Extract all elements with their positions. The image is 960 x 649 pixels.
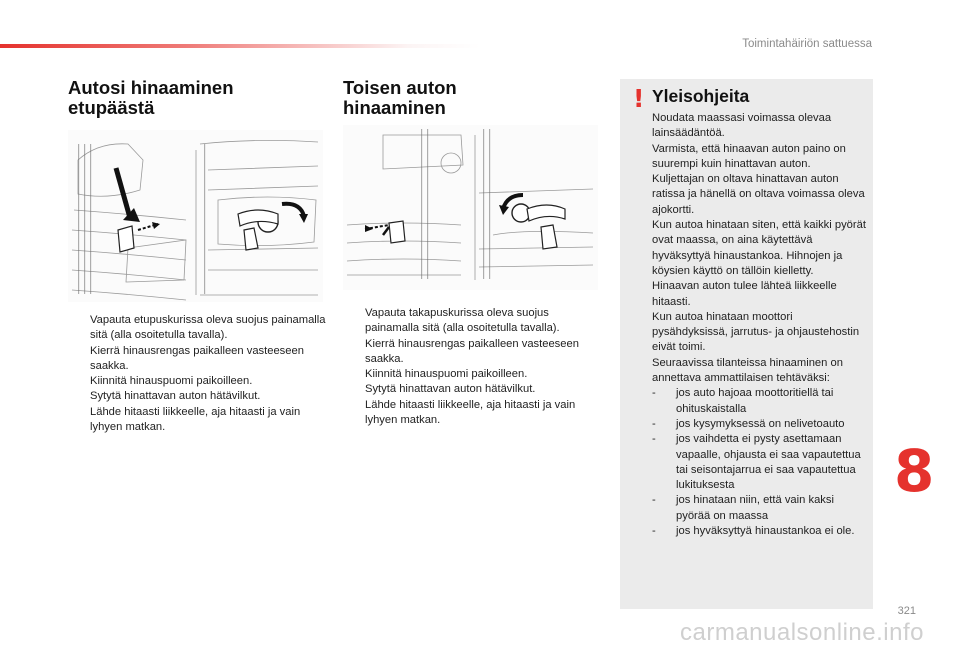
front-towing-title-line1: Autosi hinaaminen [68, 77, 234, 98]
dash-marker: - [652, 387, 656, 400]
towing-another-car-title [343, 78, 457, 118]
general-advice-title: Yleisohjeita [652, 86, 750, 106]
watermark-text: carmanualsonline.info [680, 619, 924, 646]
towing-another-car-title-line1: Toisen auton [343, 77, 457, 98]
towing-another-car-steps [343, 306, 605, 428]
list-item: Sytytä hinattavan auton hätävilkut. [365, 383, 536, 396]
front-towing-illustration [68, 130, 323, 302]
dash-marker: - [652, 433, 656, 446]
front-towing-steps [68, 313, 326, 435]
list-item: Kiinnitä hinauspuomi paikoilleen. [365, 368, 528, 381]
dash-marker: - [652, 494, 656, 507]
list-item: - jos auto hajoaa moottoritiellä tai ohituskaistalla [652, 387, 834, 415]
chapter-number: 8 [894, 437, 935, 505]
advice-paragraph: Noudata maassasi voimassa olevaa lainsäädäntöä. [652, 112, 832, 140]
dash-marker: - [652, 525, 656, 538]
page-number: 321 [897, 605, 916, 617]
front-bumper-towing-eye-icon [68, 130, 323, 302]
advice-paragraph: Seuraavissa tilanteissa hinaaminen on annettava ammattilaisen tehtäväksi: [652, 356, 843, 385]
section-header-title: Toimintahäiriön sattuessa [742, 38, 872, 50]
advice-paragraph: Hinaavan auton tulee lähteä liikkeelle hitaasti. [652, 280, 837, 308]
list-item: Vapauta takapuskurissa oleva suojus painamalla sitä (alla osoitetulla tavalla). [365, 307, 560, 335]
advice-paragraph: Kun autoa hinataan siten, että kaikki pyörät ovat maassa, on aina käytettävä hyväksyttyä hinaustankoa. Hihnojen ja köysien käyttö on tällöin kielletty. [652, 219, 866, 277]
rear-towing-illustration [343, 125, 598, 290]
list-item: Lähde hitaasti liikkeelle, aja hitaasti ja vain lyhyen matkan. [90, 405, 301, 434]
advice-paragraph: Kuljettajan on oltava hinattavan auton ratissa ja hänellä on oltava voimassa oleva ajokortti. [652, 173, 865, 216]
front-towing-title [68, 78, 234, 118]
list-item: - jos hinataan niin, että vain kaksi pyörää on maassa [652, 494, 834, 522]
list-item: Kierrä hinausrengas paikalleen vasteeseen saakka. [90, 344, 304, 372]
advice-paragraph: Kun autoa hinataan moottori pysähdyksissä, jarrutus- ja ohjaustehostin eivät toimi. [652, 310, 860, 354]
list-item: Kierrä hinausrengas paikalleen vasteeseen saakka. [365, 337, 579, 365]
towing-another-car-title-line2: hinaaminen [343, 97, 446, 118]
list-item: Vapauta etupuskurissa oleva suojus painamalla sitä (alla osoitetulla tavalla). [90, 314, 326, 342]
front-towing-title-line2: etupäästä [68, 97, 155, 118]
top-accent-bar [0, 44, 480, 48]
warning-icon: ! [633, 84, 645, 113]
list-item: Kiinnitä hinauspuomi paikoilleen. [90, 375, 253, 388]
general-advice-body [652, 111, 870, 539]
list-item: - jos hyväksyttyä hinaustankoa ei ole. [652, 524, 870, 539]
list-item: - jos vaihdetta ei pysty asettamaan vapaalle, ohjausta ei saa vapautettua tai seisontajarrua ei saa vapautettua lukituksesta [652, 433, 861, 492]
list-item: Lähde hitaasti liikkeelle, aja hitaasti ja vain lyhyen matkan. [365, 398, 576, 427]
list-item: Sytytä hinattavan auton hätävilkut. [90, 390, 261, 403]
rear-bumper-towing-eye-icon [343, 125, 598, 290]
professional-cases-list [652, 386, 870, 539]
dash-marker: - [652, 417, 656, 430]
list-item: - jos kysymyksessä on nelivetoauto [652, 417, 870, 432]
advice-paragraph: Varmista, että hinaavan auton paino on suurempi kuin hinattavan auton. [652, 142, 846, 170]
